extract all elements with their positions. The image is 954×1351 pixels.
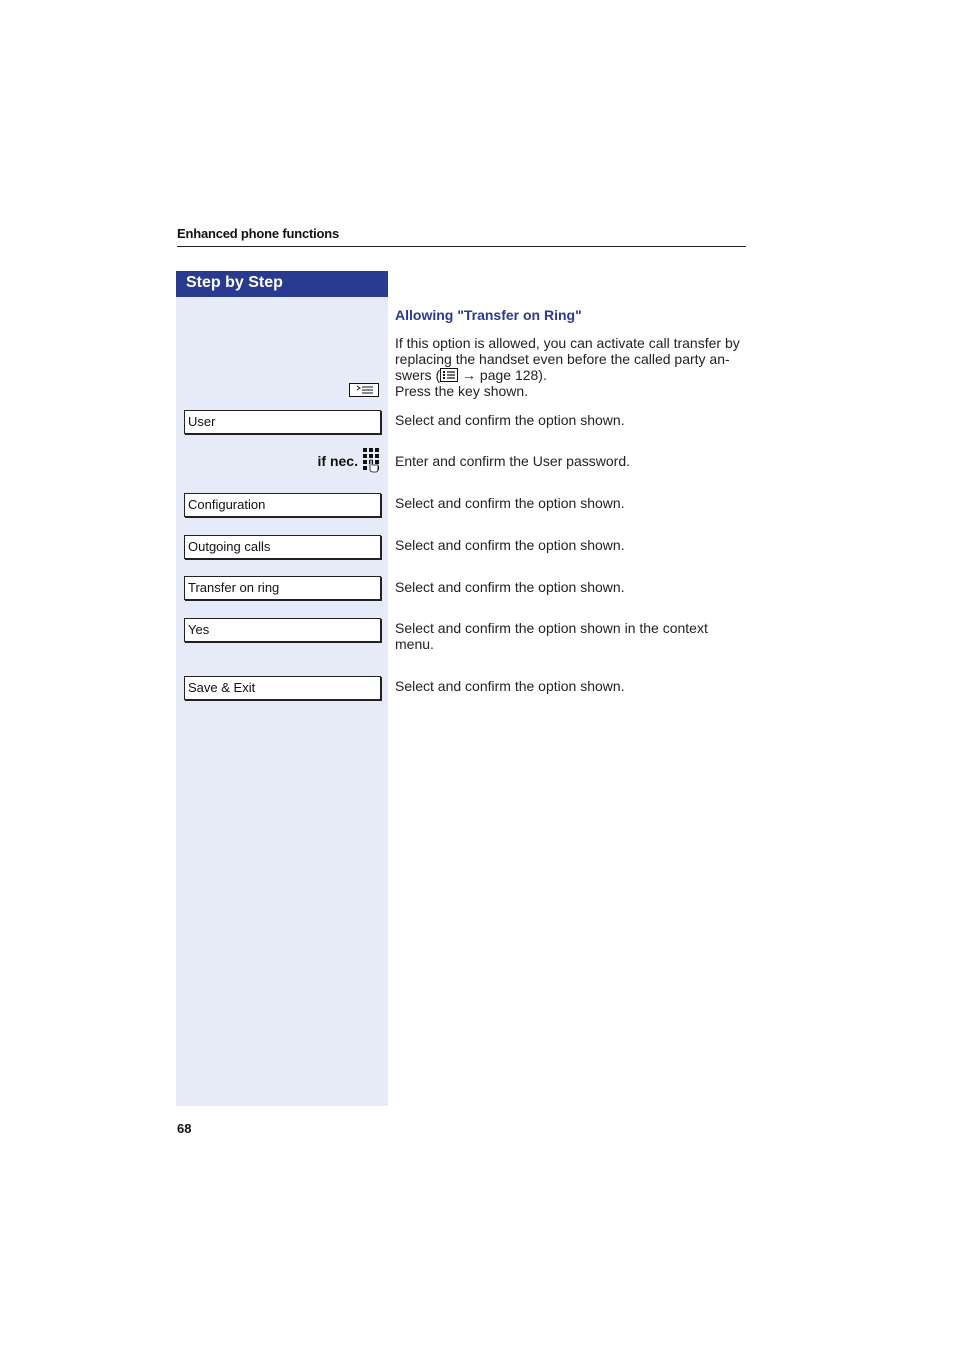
reference-icon <box>440 368 458 382</box>
step-text-save-exit: Select and confirm the option shown. <box>395 678 625 694</box>
intro-line-2: replacing the handset even before the called party an- <box>395 351 730 367</box>
option-configuration[interactable]: Configuration <box>184 493 381 517</box>
running-header: Enhanced phone functions <box>177 226 340 241</box>
if-nec-label: if nec. <box>317 453 358 469</box>
option-yes[interactable]: Yes <box>184 618 381 642</box>
page-number: 68 <box>177 1121 192 1136</box>
step-text-configuration: Select and confirm the option shown. <box>395 495 625 511</box>
intro-line-1: If this option is allowed, you can activate call transfer by <box>395 335 740 351</box>
press-key-text: Press the key shown. <box>395 383 529 399</box>
header-rule <box>177 246 746 247</box>
option-transfer-on-ring[interactable]: Transfer on ring <box>184 576 381 600</box>
section-title: Allowing "Transfer on Ring" <box>395 307 582 323</box>
option-outgoing-calls[interactable]: Outgoing calls <box>184 535 381 559</box>
option-save-exit[interactable]: Save & Exit <box>184 676 381 700</box>
option-user[interactable]: User <box>184 410 381 434</box>
sidebar-title: Step by Step <box>176 271 388 297</box>
intro-line-3: swers ( → page 128). <box>395 367 547 383</box>
step-text-password: Enter and confirm the User password. <box>395 453 630 469</box>
step-text-transfer-on-ring: Select and confirm the option shown. <box>395 579 625 595</box>
step-text-user: Select and confirm the option shown. <box>395 412 625 428</box>
step-text-yes: Select and confirm the option shown in the context menu. <box>395 620 708 652</box>
intro-paragraph <box>395 335 747 399</box>
keypad-icon <box>362 447 382 473</box>
step-text-outgoing-calls: Select and confirm the option shown. <box>395 537 625 553</box>
menu-key-icon <box>349 383 379 397</box>
